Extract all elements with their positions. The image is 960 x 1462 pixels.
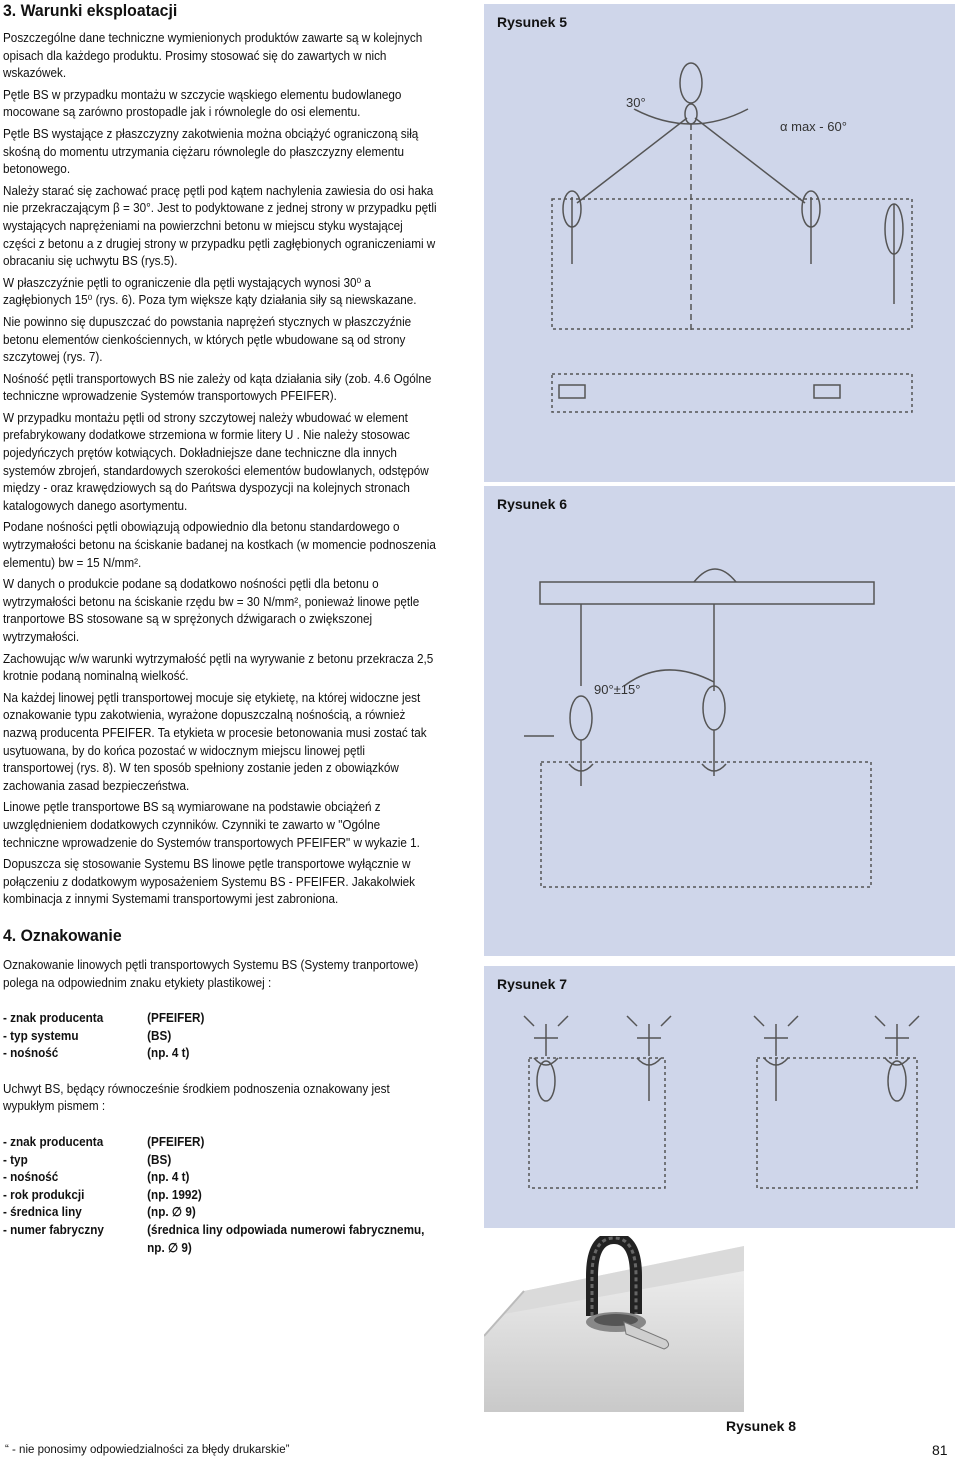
marking-value: (np. 4 t) xyxy=(147,1046,190,1061)
paragraph: Linowe pętle transportowe BS są wymiarowane na podstawie obciążeń z uwzględnieniem dodatkowych czynników. Czynniki te zawarto w "Ogólne techniczne wprowadzenie do Systemów transportowych PFEIFER" w wykazie 1. xyxy=(3,800,420,850)
marking-key: - rok produkcji xyxy=(3,1187,85,1202)
paragraph: Nośność pętli transportowych BS nie zależy od kąta działania siły (zob. 4.6 Ogólne techniczne wprowadzenie Systemów transportowych PFEIFER). xyxy=(3,371,432,404)
paragraph: Uchwyt BS, będący równocześnie środkiem podnoszenia oznakowany jest wypukłym pismem : xyxy=(3,1081,390,1114)
paragraph: Dopuszcza się stosowanie Systemu BS linowe pętle transportowe wyłącznie w połączeniu z dodatkowym wyposażeniem Systemu BS - PFEIFER. Jakakolwiek kombinacja z innymi Systemami transportowymi jest zabroniona. xyxy=(3,857,416,907)
paragraph: W przypadku montażu pętli od strony szczytowej należy wbudować w element prefabrykowany dodatkowe strzemiona w formie litery U . Nie należy stosowac pojedyńczych prętów kotwiących. Dokładniejsze dane techniczne dla innych systemów zbrojeń, standardowych szerokości elementów budowlanych, odstępów między - oraz krawędziowych są do Pańtswa dyspozycji na kolejnych stronach katalogowych danego asortymentu. xyxy=(3,410,429,513)
angle-max-label: α max - 60° xyxy=(780,119,847,134)
figure-5-panel xyxy=(484,4,955,482)
label-marking-list xyxy=(3,1010,438,1063)
marking-key: - numer fabryczny xyxy=(3,1223,104,1238)
section-3-heading: 3. Warunki eksploatacji xyxy=(3,1,178,20)
figure-5-drawing xyxy=(484,4,955,482)
marking-key: - znak producenta xyxy=(3,1011,104,1026)
paragraph: W danych o produkcie podane są dodatkowo nośności pętli dla betonu o wytrzymałości betonu na ściskanie rzędu bw = 30 N/mm², ponieważ linowe pętle tranportowe BS stosowane są w sprężonych dźwigarach o zwiększonej wytrzymałości. xyxy=(3,577,420,644)
angle-30-label: 30° xyxy=(626,95,646,110)
marking-value: (np. 4 t) xyxy=(147,1170,190,1185)
marking-value: (BS) xyxy=(147,1152,172,1167)
angle-90-label: 90°±15° xyxy=(594,682,641,697)
paragraph: Na każdej linowej pętli transportowej mocuje się etykietę, na której widoczne jest oznakowanie typu zakotwienia, wyrażone dopuszczalną nośnością, a również nazwą producenta PFEIFER. Ta etykieta w procesie betonowania musi zostać tak usytuowana, by do końca pozostać w widocznym miejscu linowej pętli transportowej (rys. 8). W ten sposób spełniony zostanie jeden z obowiązków zachowania zasad bezpieczeństwa. xyxy=(3,690,427,793)
marking-key: - znak producenta xyxy=(3,1135,104,1150)
marking-value: (średnica liny odpowiada numerowi fabrycznemu, np. ∅ 9) xyxy=(147,1223,425,1255)
figure-6-drawing xyxy=(484,486,955,956)
paragraph: Pętle BS w przypadku montażu w szczycie wąskiego elementu budowlanego mocowane są zarówno prostopadle jak i równolegle do osi elementu. xyxy=(3,87,402,120)
lifting-loop-photo xyxy=(484,1236,744,1412)
marking-key: - średnica liny xyxy=(3,1205,82,1220)
figure-5-caption: Rysunek 5 xyxy=(497,14,568,30)
paragraph: Podane nośności pętli obowiązują odpowiednio dla betonu standardowego o wytrzymałości betonu na ściskanie badanej na kostkach (w momencie podnoszenia elementu) bw = 15 N/mm². xyxy=(3,520,436,570)
paragraph: Poszczególne dane techniczne wymienionych produktów zawarte są w kolejnych opisach dla każdego produktu. Prosimy stosować się do zawartych w nich wskazówek. xyxy=(3,31,423,81)
paragraph: Pętle BS wystające z płaszczyzny zakotwienia można obciążyć ograniczoną siłą skośną do momentu utrzymania ciężaru równolegle do płaszczyzny elementu betonowego. xyxy=(3,126,419,177)
paragraph: Oznakowanie linowych pętli transportowych Systemu BS (Systemy tranportowe) polega na odpowiednim znaku etykiety plastikowej : xyxy=(3,957,419,990)
figure-6-panel xyxy=(484,486,955,956)
figure-7-drawing xyxy=(484,966,955,1228)
figure-6-caption: Rysunek 6 xyxy=(497,496,568,512)
footer-disclaimer: “ - nie ponosimy odpowiedzialności za błędy drukarskie” xyxy=(5,1444,290,1456)
marking-key: - typ systemu xyxy=(3,1028,79,1043)
section-4-heading: 4. Oznakowanie xyxy=(3,925,122,945)
marking-value: (np. 1992) xyxy=(147,1187,202,1202)
paragraph: Należy starać się zachować pracę pętli pod kątem nachylenia zawiesia do osi haka nie przekraczającym β = 30°. Jest to podyktowane z jednej strony w przypadku pętli wystających naprężeniami na powierzchni betonu w miejscu styku wystającej części z betonu a z drugiej strony w przypadku pętli zagłębionych ograniczeniami w obracaniu się uchwytu BS (rys.5). xyxy=(3,183,437,269)
figure-8-caption: Rysunek 8 xyxy=(726,1418,797,1434)
marking-value: (BS) xyxy=(147,1028,172,1043)
figure-7-caption: Rysunek 7 xyxy=(497,976,568,992)
paragraph: W płaszczyźnie pętli to ograniczenie dla pętli wystających wynosi 30⁰ a zagłębionych 15⁰ (rys. 6). Poza tym większe kąty działania siły są niewskazane. xyxy=(3,275,417,308)
marking-value: (PFEIFER) xyxy=(147,1135,205,1150)
marking-key: - typ xyxy=(3,1152,28,1167)
marking-value: (PFEIFER) xyxy=(147,1011,205,1026)
page-number: 81 xyxy=(932,1442,948,1458)
marking-key: - nośność xyxy=(3,1046,59,1061)
grip-marking-list xyxy=(3,1134,438,1257)
figure-7-panel xyxy=(484,966,955,1228)
text-column xyxy=(3,0,438,1261)
paragraph: Nie powinno się dupuszczać do powstania naprężeń stycznych w płaszczyźnie betonu elementów cienkościennych, w których pętle wbudowane są od strony szczytowej (rys. 7). xyxy=(3,314,412,365)
paragraph: Zachowując w/w warunki wytrzymałość pętli na wyrywanie z betonu przekracza 2,5 krotnie podaną nominalną wielkość. xyxy=(3,651,434,684)
marking-value: (np. ∅ 9) xyxy=(147,1205,196,1220)
marking-key: - nośność xyxy=(3,1170,59,1185)
